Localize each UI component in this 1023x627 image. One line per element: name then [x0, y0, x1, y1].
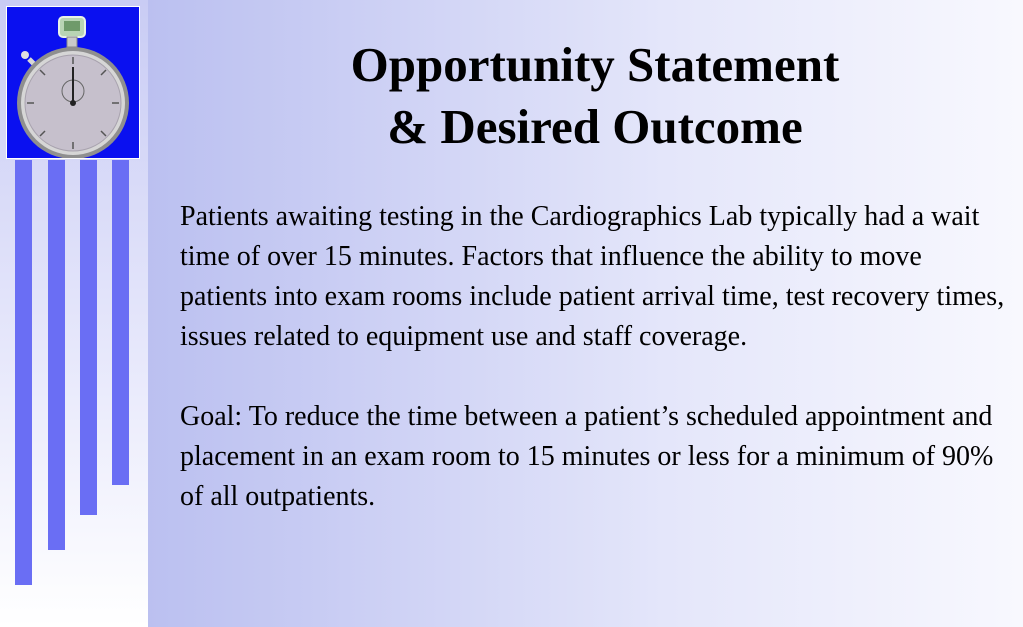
stopwatch-icon	[7, 7, 139, 158]
slide-body	[180, 197, 1005, 517]
slide-title	[250, 34, 940, 158]
decor-bar	[112, 160, 129, 485]
title-line-2: & Desired Outcome	[387, 99, 803, 154]
left-decor-panel	[0, 0, 148, 627]
title-line-1: Opportunity Statement	[350, 37, 840, 92]
goal-paragraph: Goal: To reduce the time between a patient’s scheduled appointment and placement in an exam room to 15 minutes or less for a minimum of 90% of all outpatients.	[180, 401, 994, 512]
decor-bar	[48, 160, 65, 550]
decor-bar	[80, 160, 97, 515]
opportunity-paragraph: Patients awaiting testing in the Cardiographics Lab typically had a wait time of over 15 minutes. Factors that influence the ability to move patients into exam rooms include patient arrival time, test recovery times, issues related to equipment use and staff coverage.	[180, 201, 1005, 352]
decor-bar	[15, 160, 32, 585]
stopwatch-logo	[6, 6, 140, 159]
